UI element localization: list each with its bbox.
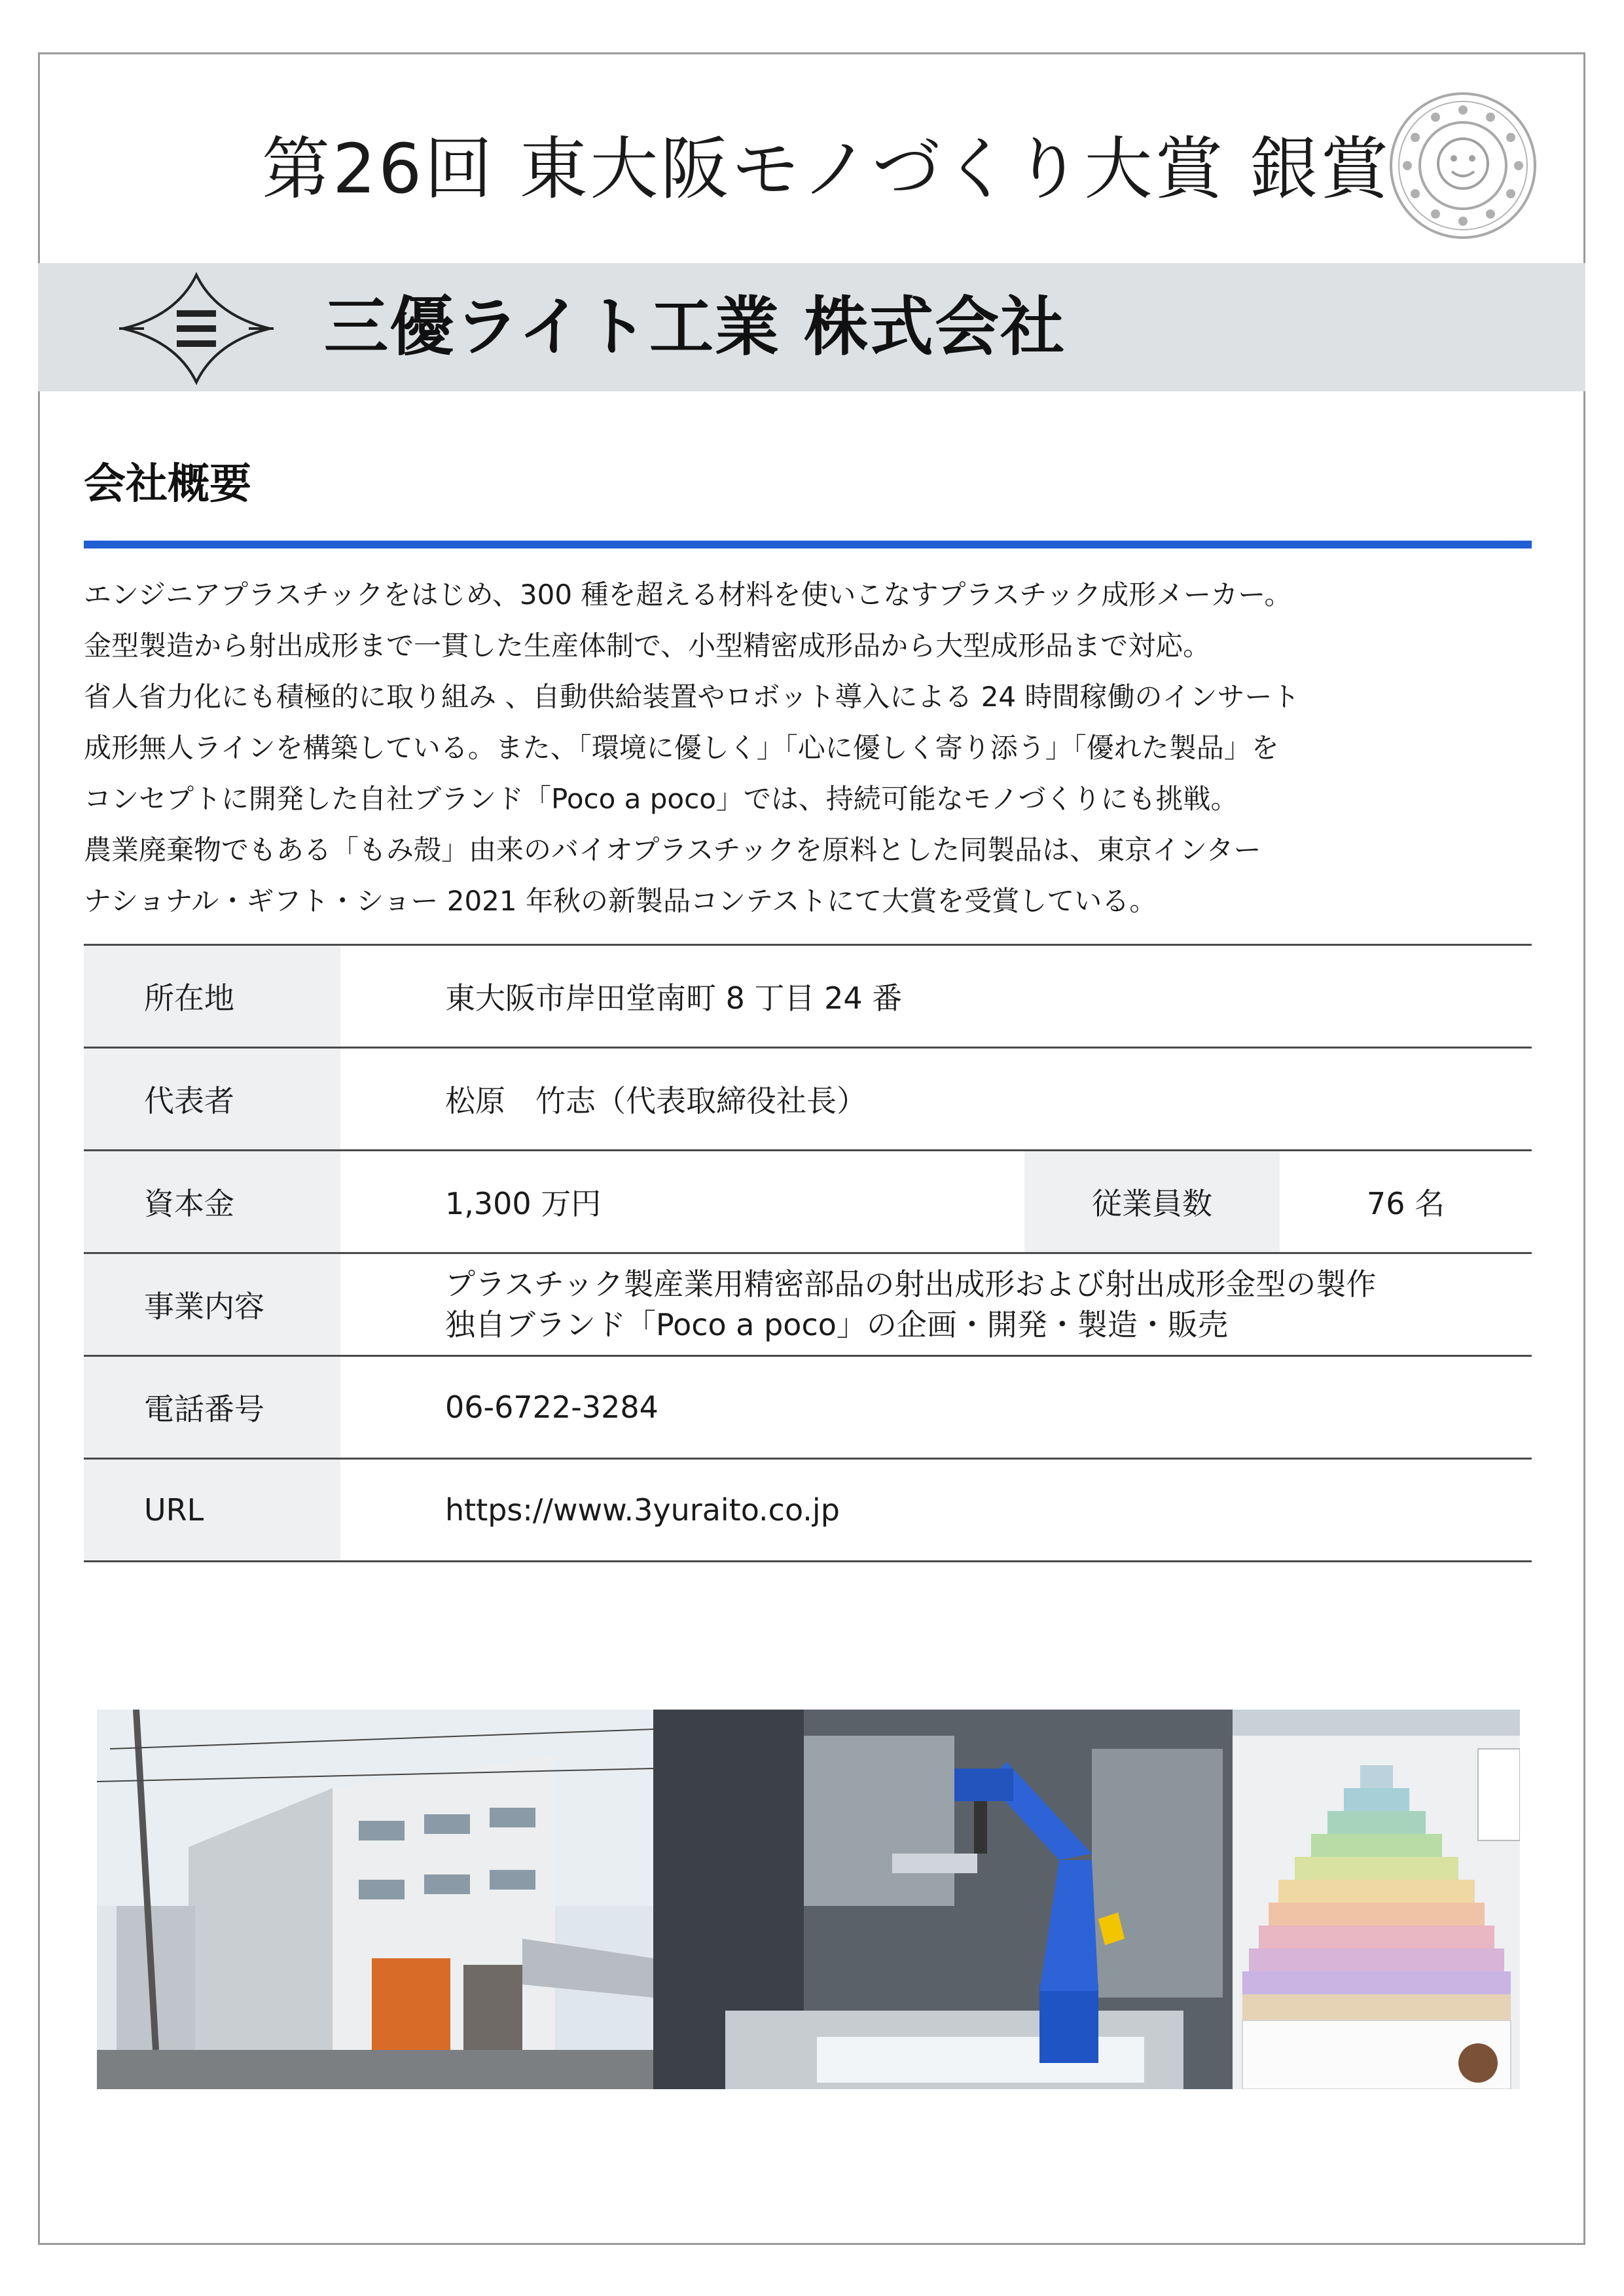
overview-line: コンセプトに開発した自社ブランド「Poco a poco」では、持続可能なモノづくりにも挑戦。 — [84, 783, 1238, 815]
business-value — [340, 1253, 1532, 1356]
overview-line: エンジニアプラスチックをはじめ、300 種を超える材料を使いこなすプラスチック成形メーカー。 — [84, 579, 1292, 611]
table-row — [84, 945, 1532, 1048]
employees-label: 従業員数 — [1024, 1151, 1280, 1253]
award-title: 第26回 東大阪モノづくり大賞 銀賞 — [262, 129, 1392, 209]
overview-line: ナショナル・ギフト・ショー 2021 年秋の新製品コンテストにて大賞を受賞している。 — [84, 885, 1157, 917]
overview-text — [84, 569, 1543, 927]
capital-label: 資本金 — [84, 1151, 340, 1253]
company-info-table — [84, 944, 1532, 1562]
table-row — [84, 1253, 1532, 1356]
business-line: プラスチック製産業用精密部品の射出成形および射出成形金型の製作 — [445, 1266, 1377, 1302]
section-divider — [84, 541, 1532, 548]
section-title-overview: 会社概要 — [84, 460, 251, 509]
employees-value: 76 名 — [1280, 1151, 1532, 1253]
robot-arm-photo — [653, 1710, 1233, 2089]
url-label: URL — [84, 1459, 340, 1562]
company-name: 三優ライト工業 株式会社 — [324, 290, 1066, 365]
overview-line: 成形無人ラインを構築している。また、「環境に優しく」「心に優しく寄り添う」「優れた製品」を — [84, 732, 1279, 764]
award-seal-icon — [1388, 90, 1538, 241]
phone-label: 電話番号 — [84, 1356, 340, 1459]
business-line: 独自ブランド「Poco a poco」の企画・開発・製造・販売 — [445, 1307, 1228, 1342]
overview-line: 省人省力化にも積極的に取り組み 、自動供給装置やロボット導入による 24 時間稼働のインサート — [84, 681, 1300, 713]
factory-building-photo — [97, 1710, 653, 2089]
representative-label: 代表者 — [84, 1048, 340, 1151]
business-label: 事業内容 — [84, 1253, 340, 1356]
table-row — [84, 1048, 1532, 1151]
overview-line: 金型製造から射出成形まで一貫した生産体制で、小型精密成形品から大型成形品まで対応。 — [84, 630, 1211, 662]
address-label: 所在地 — [84, 945, 340, 1048]
table-row — [84, 1151, 1532, 1253]
address-value: 東大阪市岸田堂南町 8 丁目 24 番 — [340, 945, 1532, 1048]
capital-value: 1,300 万円 — [340, 1151, 1024, 1253]
representative-value: 松原 竹志（代表取締役社長） — [340, 1048, 1532, 1151]
url-link[interactable]: https://www.3yuraito.co.jp — [340, 1459, 1532, 1562]
company-logo-icon — [118, 270, 275, 387]
table-row — [84, 1459, 1532, 1562]
product-display-photo — [1233, 1710, 1520, 2089]
overview-line: 農業廃棄物でもある「もみ殻」由来のバイオプラスチックを原料とした同製品は、東京インター — [84, 834, 1261, 866]
photo-strip — [97, 1710, 1520, 2089]
table-row — [84, 1356, 1532, 1459]
phone-value: 06-6722-3284 — [340, 1356, 1532, 1459]
